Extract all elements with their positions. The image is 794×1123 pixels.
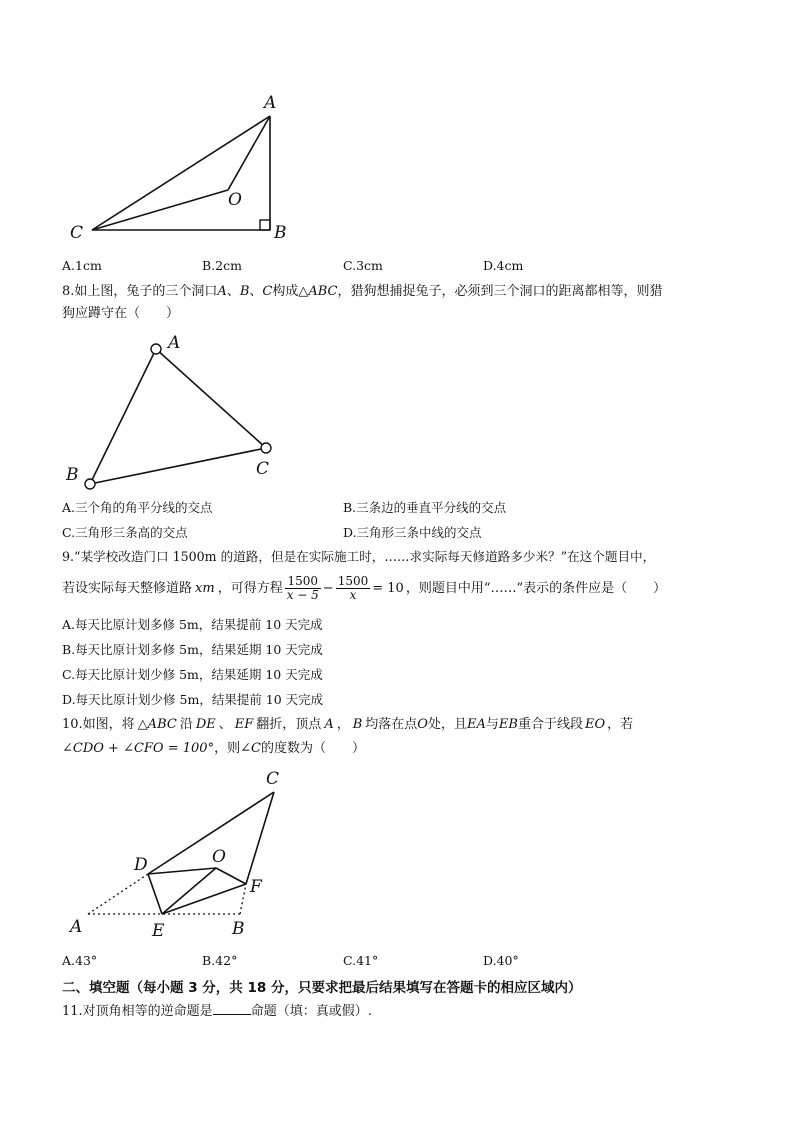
q8-point-b: B xyxy=(239,284,250,299)
q7-option-d[interactable]: D.4cm xyxy=(483,258,524,273)
q8-option-d[interactable]: D.三角形三条中线的交点 xyxy=(343,525,482,540)
q10-text-c: 翻折，顶点 xyxy=(256,717,322,732)
q10-option-c[interactable]: C.41° xyxy=(343,953,379,968)
label-b: B xyxy=(232,919,245,939)
q10-text-j: 的度数为（ ） xyxy=(260,741,365,756)
q7-option-b[interactable]: B.2cm xyxy=(202,258,242,273)
q10-eo: EO xyxy=(584,717,606,732)
q9-variable: xm xyxy=(195,581,215,596)
label-b: B xyxy=(66,465,79,485)
q10-triangle: △ABC xyxy=(137,717,177,732)
segment-fc xyxy=(246,792,274,884)
hole-b xyxy=(85,479,95,489)
label-e: E xyxy=(152,921,165,941)
q7-figure xyxy=(60,92,300,242)
q10-option-d[interactable]: D.40° xyxy=(483,953,519,968)
q9-text-b: ，可得方程 xyxy=(217,581,283,596)
q10-text-h: ，若 xyxy=(607,717,634,732)
q9-fraction-2 xyxy=(336,575,371,602)
q10-text-i: ，则 xyxy=(214,741,241,756)
segment-eo xyxy=(162,868,216,914)
q11-answer-blank[interactable] xyxy=(213,1002,251,1015)
q8-triangle: △ABC xyxy=(298,284,338,299)
hole-a xyxy=(151,344,161,354)
label-d: D xyxy=(134,855,148,875)
q11-question xyxy=(62,1002,372,1021)
q9-option-d[interactable]: D.每天比原计划少修 5m，结果提前 10 天完成 xyxy=(62,692,324,707)
q10-a: A xyxy=(324,717,334,732)
segment-ab xyxy=(90,349,156,484)
q10-b: B xyxy=(352,717,363,732)
dotted-bf xyxy=(240,884,246,914)
segment-bc xyxy=(90,448,266,484)
q9-text-a: 若设实际每天整修道路 xyxy=(62,581,193,596)
label-o: O xyxy=(228,190,242,210)
q10-text-g: 重合于线段 xyxy=(517,717,583,732)
segment-ef xyxy=(162,884,246,914)
q9-frac2-denominator: x xyxy=(349,588,357,602)
q8-question-line2: 狗应蹲守在（ ） xyxy=(62,306,180,321)
q8-prefix: 8.如上图，兔子的三个洞口 xyxy=(62,284,218,299)
q10-text-e: 处，且 xyxy=(427,717,467,732)
q8-sep1: 、 xyxy=(226,284,240,299)
segment-fo xyxy=(216,868,246,884)
label-c: C xyxy=(70,223,84,243)
label-a: A xyxy=(264,93,277,113)
segment-dc xyxy=(148,792,274,874)
segment-ao xyxy=(228,116,270,190)
q11-text-b: 命题（填：真或假）. xyxy=(250,1004,372,1019)
q7-option-c[interactable]: C.3cm xyxy=(343,258,383,273)
label-f: F xyxy=(250,877,262,897)
q9-frac1-denominator: x − 5 xyxy=(286,588,319,602)
segment-co xyxy=(92,190,228,230)
label-a: A xyxy=(70,917,83,937)
q11-text-a: 11.对顶角相等的逆命题是 xyxy=(62,1004,213,1019)
q9-frac2-numerator: 1500 xyxy=(337,574,369,588)
q8-question-line1 xyxy=(62,283,663,301)
q8-mid: 构成 xyxy=(272,284,299,299)
q8-sep2: 、 xyxy=(249,284,263,299)
q9-fraction-1 xyxy=(285,575,321,602)
q10-question-line1 xyxy=(62,716,633,734)
q10-eb: EB xyxy=(498,717,518,732)
q9-frac1-numerator: 1500 xyxy=(285,575,321,589)
q9-option-b[interactable]: B.每天比原计划多修 5m，结果延期 10 天完成 xyxy=(62,642,323,657)
q10-ef: EF xyxy=(234,717,254,732)
q8-option-b[interactable]: B.三条边的垂直平分线的交点 xyxy=(343,500,507,515)
q7-option-a[interactable]: A.1cm xyxy=(62,258,102,273)
q9-question-line1: 9.“某学校改造门口 1500m 的道路，但是在实际施工时，……求实际每天修道路多少米？”在这个题目中， xyxy=(62,549,656,564)
q10-figure xyxy=(60,764,300,944)
q10-sep2: ， xyxy=(336,717,350,732)
q10-sep1: 、 xyxy=(218,717,232,732)
q10-angle-c: ∠C xyxy=(240,741,261,756)
q9-equals: = 10 xyxy=(372,581,404,596)
label-c: C xyxy=(266,769,280,789)
dotted-ad xyxy=(88,874,148,914)
section-heading: 二、填空题（每小题 3 分，共 18 分，只要求把最后结果填写在答题卡的相应区域内） xyxy=(62,980,582,996)
segment-ac xyxy=(156,349,266,448)
q8-point-a: A xyxy=(217,284,227,299)
q10-question-line2 xyxy=(62,740,365,758)
q9-option-c[interactable]: C.每天比原计划少修 5m，结果延期 10 天完成 xyxy=(62,667,323,682)
q9-text-c: ，则题目中用“……”表示的条件应是（ ） xyxy=(405,581,667,596)
right-angle-mark xyxy=(260,220,270,230)
q8-figure xyxy=(60,334,290,494)
q10-text-a: 10.如图，将 xyxy=(62,717,135,732)
label-o: O xyxy=(212,847,226,867)
q9-option-a[interactable]: A.每天比原计划多修 5m，结果提前 10 天完成 xyxy=(62,617,323,632)
q10-text-d: 均落在点 xyxy=(365,717,418,732)
segment-do xyxy=(148,868,216,874)
q9-minus: − xyxy=(322,581,334,596)
q10-angle-expr: ∠CDO + ∠CFO = 100° xyxy=(62,741,215,756)
q8-suffix: ，猎狗想捕捉兔子，必须到三个洞口的距离都相等，则猎 xyxy=(337,284,663,299)
q9-question-line2 xyxy=(62,570,666,608)
q8-option-c[interactable]: C.三角形三条高的交点 xyxy=(62,525,188,540)
q10-ea: EA xyxy=(466,717,486,732)
q10-text-f: 与 xyxy=(485,717,499,732)
q8-option-a[interactable]: A.三个角的角平分线的交点 xyxy=(62,500,213,515)
hole-c xyxy=(261,443,271,453)
label-a: A xyxy=(168,333,181,353)
label-b: B xyxy=(274,223,287,243)
q10-de: DE xyxy=(195,717,216,732)
q10-option-a[interactable]: A.43° xyxy=(62,953,98,968)
q10-o: O xyxy=(417,717,428,732)
label-c: C xyxy=(256,459,270,479)
q10-text-b: 沿 xyxy=(179,717,193,732)
q10-option-b[interactable]: B.42° xyxy=(202,953,238,968)
q8-point-c: C xyxy=(262,284,273,299)
segment-de xyxy=(148,874,162,914)
segment-ca xyxy=(92,116,270,230)
